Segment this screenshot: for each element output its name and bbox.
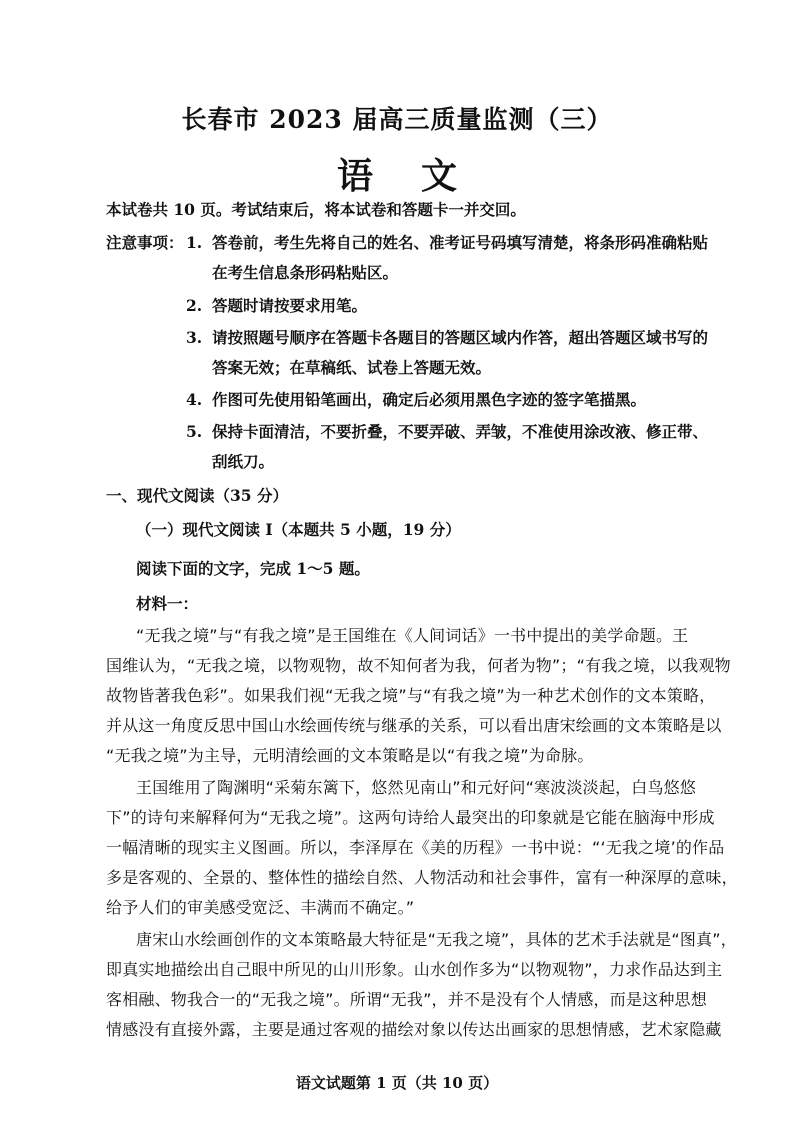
passage-line-2: 国维认为，“无我之境，以物观物，故不知何者为我，何者为物”；“有我之境，以我观物 — [106, 656, 731, 675]
passage-line-12: 即真实地描绘出自己眼中所见的山川形象。山水创作多为“以物观物”，力求作品达到主 — [106, 960, 723, 979]
notice-item-3-line-2: 答案无效；在草稿纸、试卷上答题无效。 — [212, 358, 492, 377]
reading-instruction: 阅读下面的文字，完成 1～5 题。 — [136, 559, 370, 578]
subject-title: 语文 — [336, 155, 505, 197]
notice-label: 注意事项： — [106, 233, 184, 252]
notice-item-5-line-2: 刮纸刀。 — [212, 452, 275, 471]
exam-intro: 本试卷共 10 页。考试结束后，将本试卷和答题卡一并交回。 — [106, 200, 526, 219]
notice-item-5-num: 5. — [186, 422, 203, 441]
notice-item-5-line-1: 保持卡面清洁，不要折叠，不要弄破、弄皱，不准使用涂改液、修正带、 — [212, 422, 709, 441]
exam-title: 长春市 2023 届高三质量监测（三） — [181, 105, 613, 134]
notice-item-4-line-1: 作图可先使用铅笔画出，确定后必须用黑色字迹的签字笔描黑。 — [212, 390, 647, 409]
passage-line-13: 客相融、物我合一的“无我之境”。所谓“无我”，并不是没有个人情感，而是这种思想 — [106, 990, 707, 1009]
notice-item-1-line-2: 在考生信息条形码粘贴区。 — [212, 263, 399, 282]
passage-line-11: 唐宋山水绘画创作的文本策略最大特征是“无我之境”，具体的艺术手法就是“图真”， — [136, 930, 737, 949]
notice-item-3-line-1: 请按照题号顺序在答题卡各题目的答题区域内作答，超出答题区域书写的 — [212, 328, 709, 347]
passage-line-6: 王国维用了陶渊明“采菊东篱下，悠然见南山”和元好问“寒波淡淡起，白鸟悠悠 — [136, 778, 697, 797]
notice-item-1-num: 1. — [186, 233, 203, 252]
passage-line-5: “无我之境”为主导，元明清绘画的文本策略是以“有我之境”为命脉。 — [106, 746, 594, 765]
passage-line-14: 情感没有直接外露，主要是通过客观的描绘对象以传达出画家的思想情感，艺术家隐藏 — [106, 1020, 722, 1039]
passage-line-10: 给予人们的审美感受宽泛、丰满而不确定。” — [106, 898, 415, 917]
sub-section-heading: （一）现代文阅读 I（本题共 5 小题，19 分） — [136, 520, 461, 539]
notice-item-2-num: 2. — [186, 296, 203, 315]
passage-line-7: 下”的诗句来解释何为“无我之境”。这两句诗给人最突出的印象就是它能在脑海中形成 — [106, 808, 715, 827]
passage-line-9: 多是客观的、全景的、整体性的描绘自然、人物活动和社会事件，富有一种深厚的意味， — [106, 868, 738, 887]
section-heading: 一、现代文阅读（35 分） — [106, 486, 288, 505]
material-label: 材料一： — [136, 594, 199, 613]
passage-line-8: 一幅清晰的现实主义图画。所以，李泽厚在《美的历程》一书中说：“‘无我之境’的作品 — [106, 838, 725, 857]
passage-line-3: 故物皆著我色彩”。如果我们视“无我之境”与“有我之境”为一种艺术创作的文本策略， — [106, 686, 716, 705]
passage-line-4: 并从这一角度反思中国山水绘画传统与继承的关系，可以看出唐宋绘画的文本策略是以 — [106, 716, 722, 735]
notice-item-2-line-1: 答题时请按要求用笔。 — [212, 296, 368, 315]
notice-item-1-line-1: 答卷前，考生先将自己的姓名、准考证号码填写清楚，将条形码准确粘贴 — [212, 233, 709, 252]
passage-line-1: “无我之境”与“有我之境”是王国维在《人间词话》一书中提出的美学命题。王 — [136, 626, 689, 645]
notice-item-4-num: 4. — [186, 390, 203, 409]
notice-item-3-num: 3. — [186, 328, 203, 347]
page-footer: 语文试题第 1 页（共 10 页） — [295, 1074, 499, 1092]
